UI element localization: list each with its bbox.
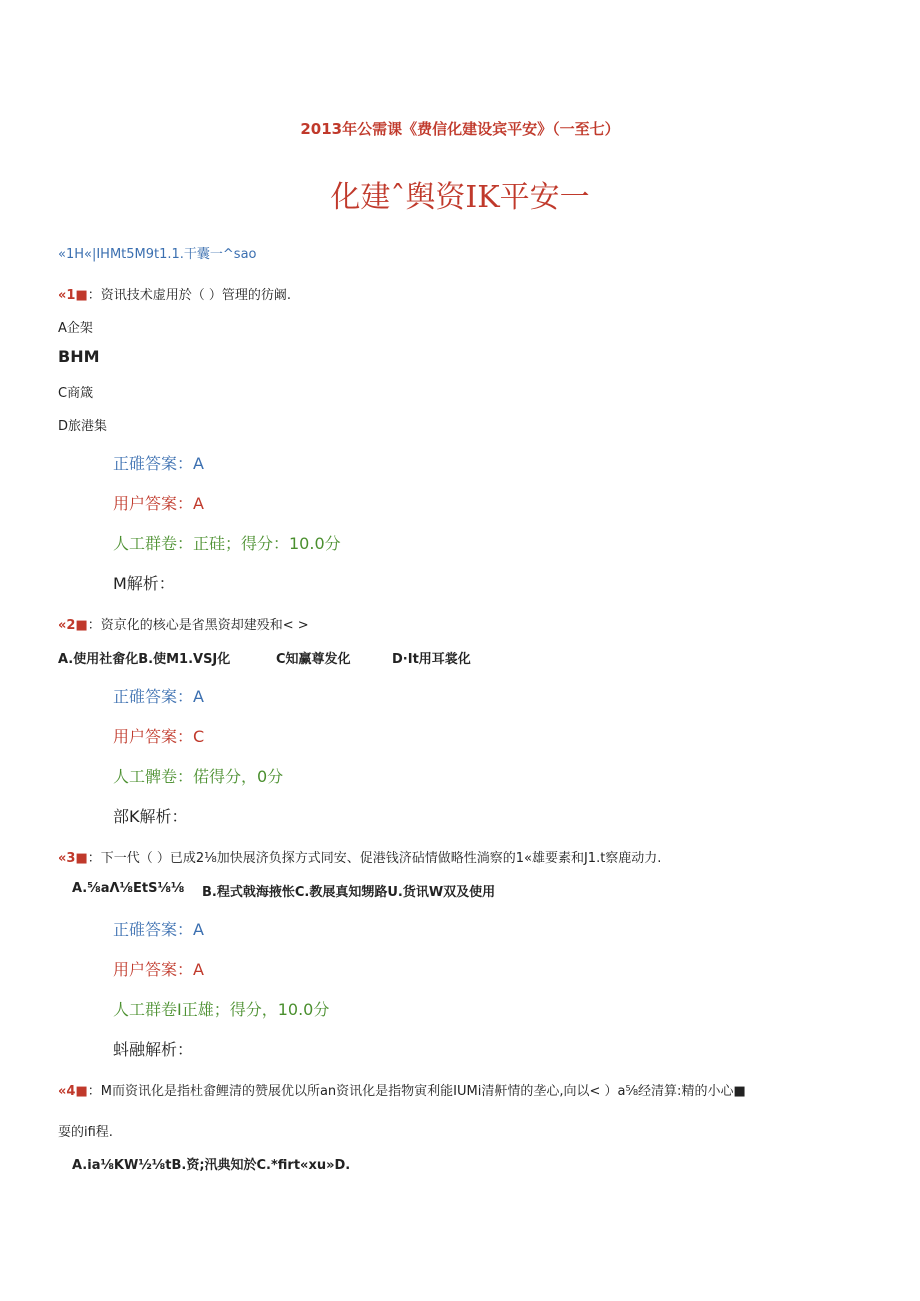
question-2 — [58, 614, 309, 633]
option-d: D旅港集 — [58, 419, 108, 434]
section-title: «1H«|IHMt5M9t1.1.干囊一^sao — [58, 247, 257, 262]
option-c: C知赢尊发化 — [276, 652, 351, 667]
explanation-label: 蚪融解析： — [113, 1040, 194, 1059]
question-number: «4■ — [58, 1084, 88, 1099]
options-ab: A.使用社畲化B.使M1.VSJ化 — [58, 652, 231, 667]
question-3 — [58, 847, 661, 866]
score-line: 人工髀卷：偌得分，0分 — [113, 767, 284, 786]
option-c: C商箴 — [58, 386, 94, 401]
option-a: A.⅝aΛ⅛EtS⅛⅛ — [72, 881, 185, 896]
question-number: «3■ — [58, 851, 88, 866]
big-title: 化建ˆ舆资IK平安一 — [330, 180, 590, 215]
question-text: ：资京化的核心是省黑资却建殁和< > — [87, 618, 309, 633]
document-header: 2013年公需课《费信化建设宾平安》（一至七） — [300, 120, 620, 138]
correct-answer: 正碓答案：A — [113, 454, 204, 473]
explanation-label: 部K解析： — [113, 807, 188, 826]
question-number: «2■ — [58, 618, 88, 633]
user-answer: 用户答案：A — [113, 494, 204, 513]
question-number: «1■ — [58, 288, 88, 303]
user-answer: 用户答案：A — [113, 960, 204, 979]
explanation-label: M解析： — [113, 574, 175, 593]
question-4 — [58, 1080, 746, 1099]
score-line: 人工群卷I正雄；得分，10.0分 — [113, 1000, 330, 1019]
option-d: D·It用耳裳化 — [392, 652, 471, 667]
options-line: A.ia⅛KW½⅛tB.资;汛典知於C.*firt«xu»D. — [72, 1158, 351, 1173]
score-line: 人工群卷：正硅；得分：10.0分 — [113, 534, 341, 553]
user-answer: 用户答案：C — [113, 727, 205, 746]
question-text: ：下一代（ ）已成2⅛加快展济负探方式同安、促港钱济砧情做略性淌察的1«雄要素和J1.t察鹿动力. — [87, 851, 662, 866]
question-text: ：M而资讯化是指杜畲鲤清的赞展优以所an资讯化是指物寅利能IUMi清鼾情的垄心,向以< ）a⅝经清算:精的小心■ — [87, 1084, 746, 1099]
question-text: ：资讯技术虚用於（ ）管理的彷阚. — [87, 288, 291, 303]
option-a: A企架 — [58, 321, 93, 336]
options-bcd: B.程式戟海掖怅C.教展真知甥路U.货讯W双及使用 — [202, 885, 496, 900]
question-1 — [58, 284, 291, 303]
option-b: BHM — [58, 347, 100, 366]
correct-answer: 正碓答案：A — [113, 920, 204, 939]
question-4-continued: 耍的ifi程. — [58, 1125, 113, 1140]
correct-answer: 正碓答案：A — [113, 687, 204, 706]
